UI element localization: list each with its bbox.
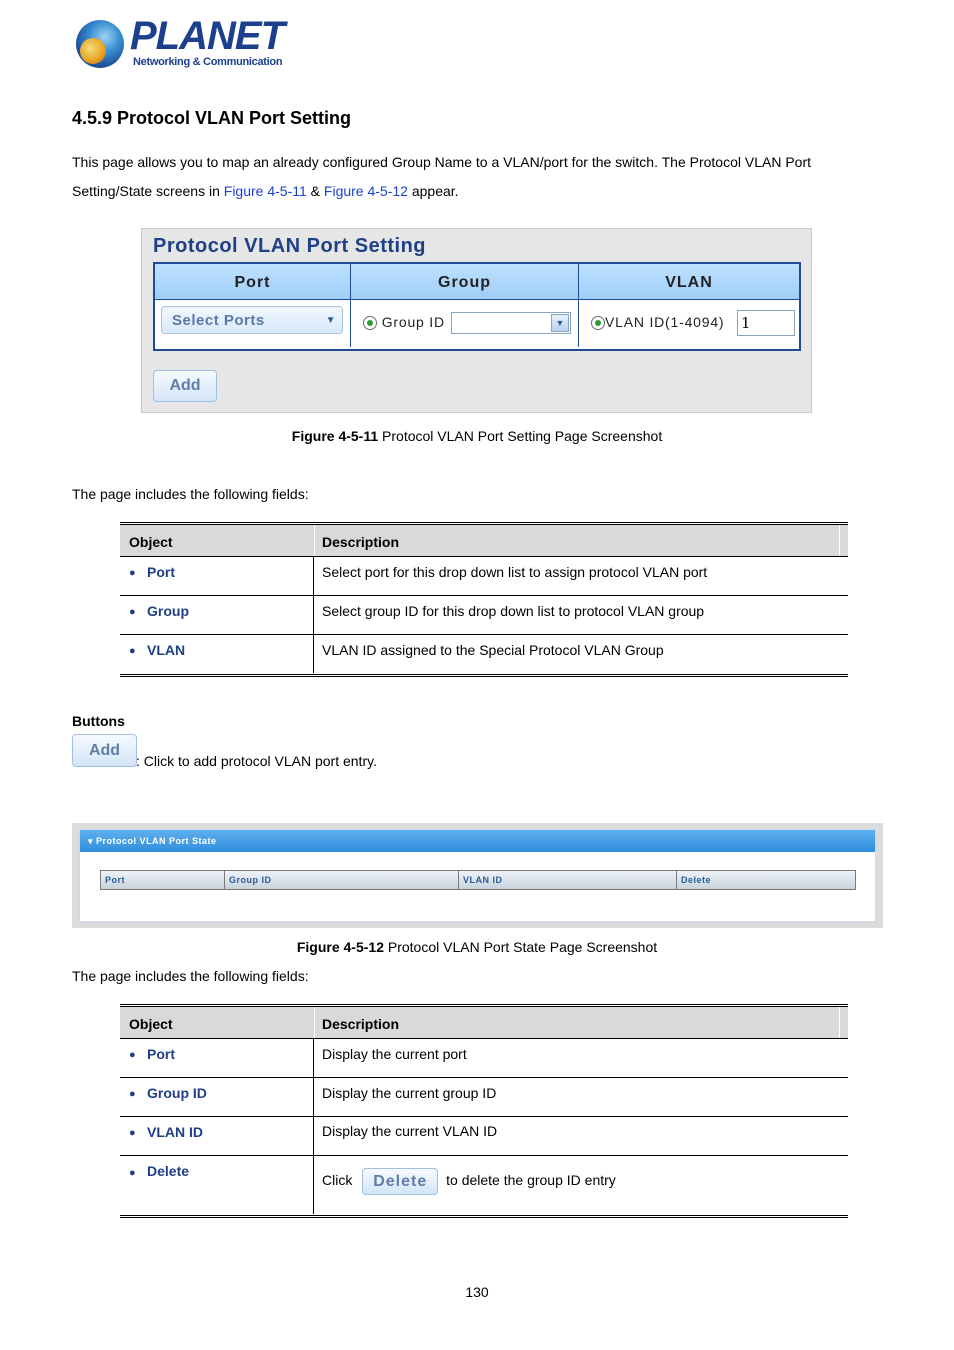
radio-selected-icon[interactable]	[363, 316, 377, 330]
buttons-heading: Buttons	[72, 713, 125, 729]
col-group-id: Group ID	[225, 871, 459, 889]
intro-line-2: Setting/State screens in Figure 4-5-11 & Figure 4-5-12 appear.	[72, 183, 459, 199]
col-object: Object	[129, 534, 173, 550]
figure-link-4-5-12[interactable]: Figure 4-5-12	[323, 183, 408, 199]
vlan-id-option[interactable]: VLAN ID(1-4094)	[591, 314, 724, 330]
add-button-description: : Click to add protocol VLAN port entry.	[136, 753, 377, 769]
protocol-vlan-port-setting-screenshot	[141, 228, 812, 413]
collapse-arrow-icon: ▾	[88, 836, 94, 846]
group-cell	[351, 300, 579, 347]
chevron-down-icon: ▼	[551, 314, 569, 332]
col-port: Port	[101, 871, 225, 889]
page-number: 130	[465, 1284, 489, 1300]
add-button[interactable]: Add	[153, 370, 217, 402]
fig1-setting-table	[153, 262, 801, 351]
table-row: ● Port Display the current port	[120, 1039, 848, 1078]
planet-logo	[76, 14, 284, 74]
section-title: 4.5.9 Protocol VLAN Port Setting	[72, 108, 352, 128]
table-row: ● Port Select port for this drop down list to assign protocol VLAN port	[120, 557, 848, 596]
fields-table-1	[120, 522, 848, 678]
fig1-title: Protocol VLAN Port Setting	[153, 235, 426, 257]
fields-table-2-header	[120, 1006, 848, 1039]
fields-table-1-header	[120, 524, 848, 557]
table-row: ● Group ID Display the current group ID	[120, 1078, 848, 1117]
intro-paragraph	[72, 148, 862, 206]
logo-tagline: Networking & Communication	[133, 56, 283, 68]
delete-button[interactable]: Delete	[362, 1168, 438, 1195]
col-object: Object	[129, 1016, 173, 1032]
vlan-cell	[579, 300, 799, 347]
col-description: Description	[322, 534, 400, 550]
fig1-header-row	[155, 264, 799, 300]
group-id-select[interactable]	[451, 312, 571, 334]
col-delete: Delete	[681, 875, 712, 885]
logo-word: PLANET	[130, 14, 284, 58]
table-row: ● VLAN VLAN ID assigned to the Special Protocol VLAN Group	[120, 635, 848, 673]
fig1-input-row	[155, 300, 799, 347]
figure-link-4-5-11[interactable]: Figure 4-5-11	[223, 183, 307, 199]
protocol-vlan-port-state-screenshot	[72, 823, 883, 928]
fig2-state-table-header	[100, 870, 856, 890]
intro-line-1: This page allows you to map an already configured Group Name to a VLAN/port for the switch. The Protocol VLAN Port	[72, 154, 812, 170]
add-button[interactable]: Add	[72, 734, 137, 767]
table-row: ● Group Select group ID for this drop down list to protocol VLAN group	[120, 596, 848, 635]
figure-4-5-12-caption: Figure 4-5-12 Protocol VLAN Port State Page Screenshot	[296, 939, 658, 955]
chevron-down-icon: ▼	[325, 315, 336, 326]
globe-icon	[76, 20, 124, 68]
col-vlan-id: VLAN ID	[459, 871, 677, 889]
header-group: Group	[351, 264, 579, 299]
fields-intro-2: The page includes the following fields:	[72, 968, 309, 984]
vlan-id-input[interactable]: 1	[737, 310, 795, 336]
col-description: Description	[322, 1016, 400, 1032]
radio-selected-icon[interactable]	[591, 316, 605, 330]
header-vlan: VLAN	[665, 274, 713, 291]
header-port: Port	[155, 264, 351, 299]
select-ports-dropdown[interactable]: Select Ports ▼	[161, 306, 343, 334]
delete-description: Click Delete to delete the group ID entry	[322, 1168, 616, 1195]
figure-4-5-11-caption: Figure 4-5-11 Protocol VLAN Port Setting Page Screenshot	[291, 428, 663, 444]
fields-intro-1: The page includes the following fields:	[72, 486, 309, 502]
fig2-title-bar[interactable]: ▾ Protocol VLAN Port State	[80, 830, 875, 852]
fields-table-2	[120, 1004, 848, 1220]
table-row: ● Delete Click Delete to delete the group ID entry	[120, 1156, 848, 1214]
table-row: ● VLAN ID Display the current VLAN ID	[120, 1117, 848, 1156]
port-cell	[155, 300, 351, 347]
group-id-option[interactable]: Group ID	[363, 314, 445, 330]
